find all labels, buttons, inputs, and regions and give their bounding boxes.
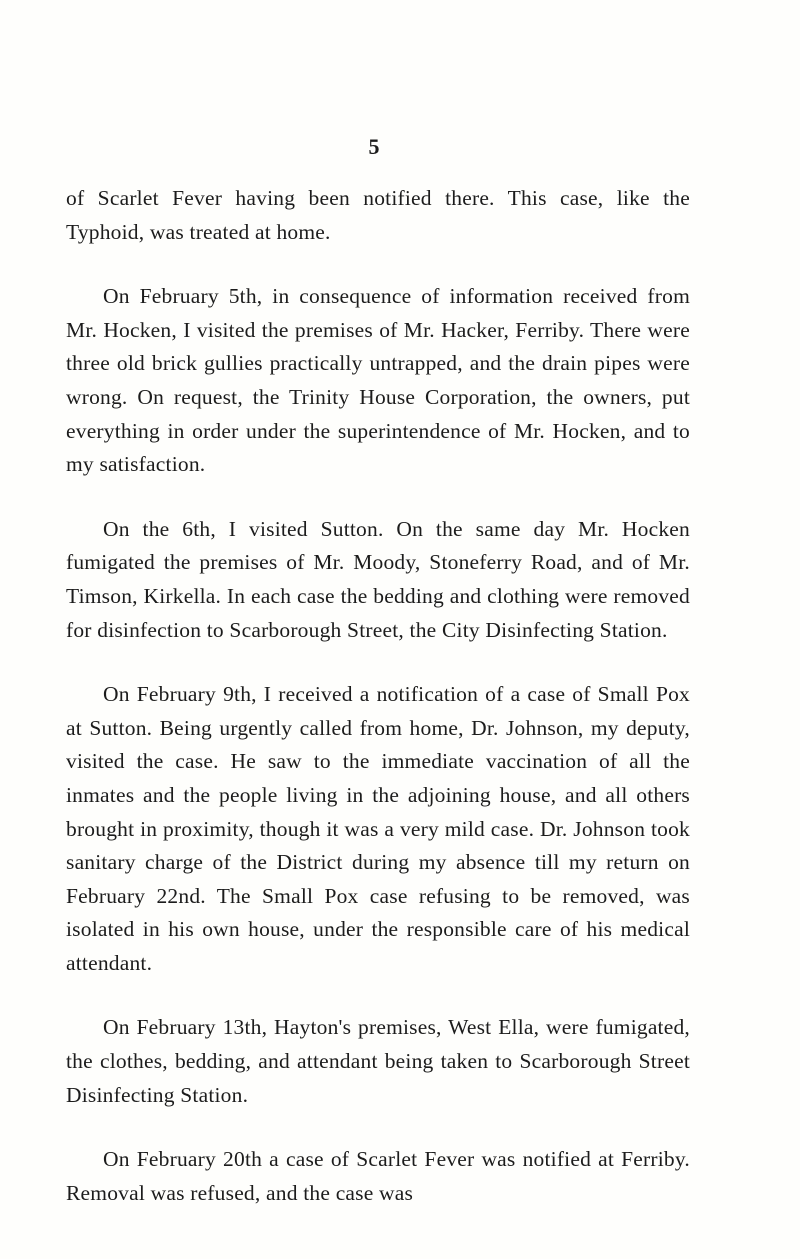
- paragraph-6th: On the 6th, I visited Sutton. On the same day Mr. Hocken fumigated the premises of Mr. Moody, Stoneferry Road, and of Mr. Timson, Kirkella. In each case the bedding and clothing were removed for disinfection to Scarborough Street, the City Disinfecting Station.: [66, 516, 690, 642]
- paragraph-feb-20th: On February 20th a case of Scarlet Fever was notified at Ferriby. Removal was refused, and the case was: [66, 1147, 690, 1205]
- page-number: 5: [368, 134, 380, 159]
- paragraph-feb-9th: On February 9th, I received a notification of a case of Small Pox at Sutton. Being urgently called from home, Dr. Johnson, my deputy, visited the case. He saw to the immediate vaccination of all the inmates and the people living in the adjoining house, and all others brought in proximity, though it was a very mild case. Dr. Johnson took sanitary charge of the District during my absence till my return on February 22nd. The Small Pox case refusing to be removed, was isolated in his own house, under the responsible care of his medical attendant.: [66, 682, 690, 975]
- body-text: [66, 182, 690, 1210]
- paragraph-continued: of Scarlet Fever having been notified there. This case, like the Typhoid, was treated at home.: [66, 186, 690, 244]
- paragraph-feb-5th: On February 5th, in consequence of information received from Mr. Hocken, I visited the premises of Mr. Hacker, Ferriby. There were three old brick gullies practically untrapped, and the drain pipes were wrong. On request, the Trinity House Corporation, the owners, put everything in order under the superintendence of Mr. Hocken, and to my satisfaction.: [66, 284, 690, 477]
- paragraph-feb-13th: On February 13th, Hayton's premises, West Ella, were fumigated, the clothes, bedding, and attendant being taken to Scarborough Street Disinfecting Station.: [66, 1015, 690, 1107]
